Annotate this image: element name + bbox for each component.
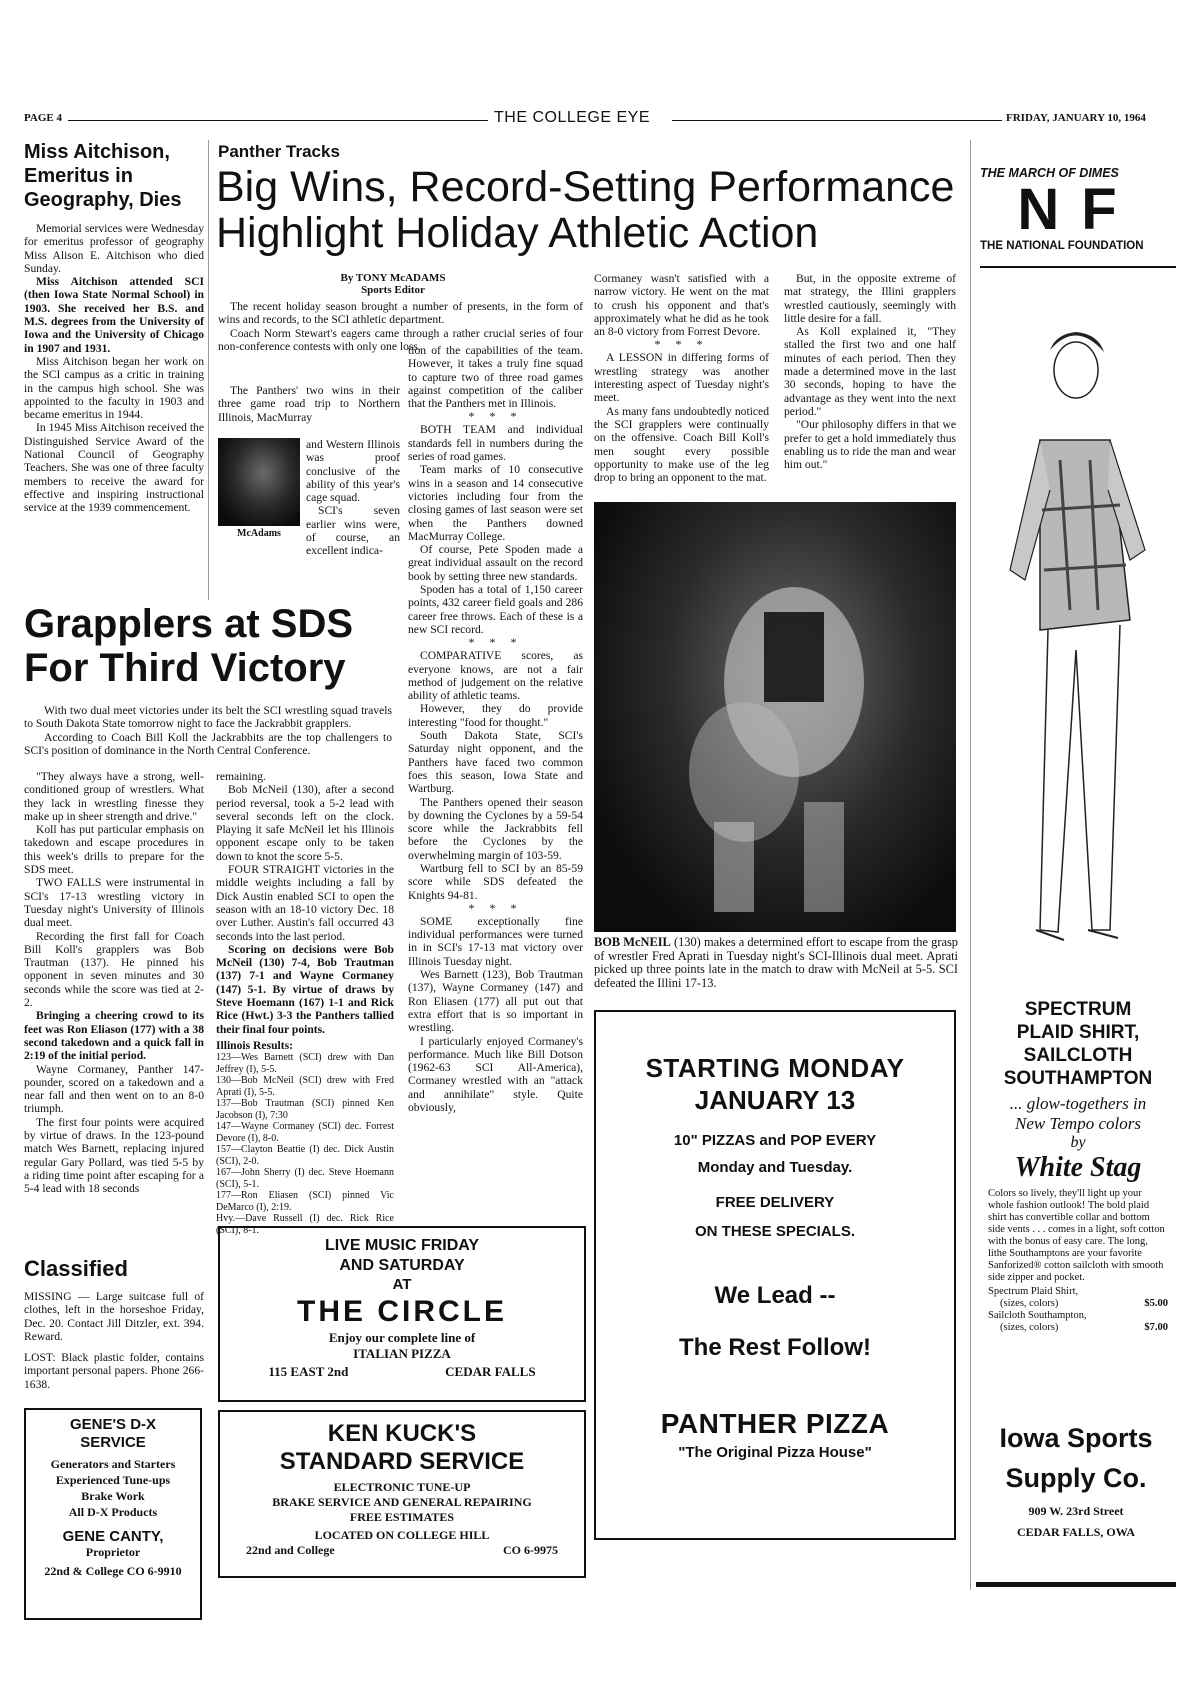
ad-genes-line: Experienced Tune-ups (55, 1473, 171, 1487)
ad-kuck-name: KEN KUCK'S (327, 1420, 477, 1447)
ad-iowa-name: Supply Co. (1005, 1463, 1147, 1493)
result-row: 167—John Sherry (I) dec. Steve Hoemann (SCI), 5-1. (216, 1167, 394, 1190)
ad-panther-pizza (594, 1010, 956, 1540)
column-paragraph: However, they do provide interesting "food for thought." (408, 702, 583, 729)
ad-stag-price: $5.00 (1144, 1298, 1168, 1309)
results-title: Illinois Results: (216, 1038, 293, 1052)
ad-circle-line: AND SATURDAY (339, 1257, 465, 1274)
obituary-body (24, 222, 204, 515)
ad-stag-by: by (1070, 1134, 1086, 1151)
ad-genes-line: Generators and Starters (50, 1457, 176, 1471)
column-paragraph: But, in the opposite extreme of mat strategy, the Illini grapplers wrestled cautiously, seemingly with little desire for a fall. (784, 272, 956, 325)
ad-iowa-sports (976, 1418, 1176, 1540)
ad-pizza-line: 10" PIZZAS and POP EVERY (673, 1132, 877, 1149)
obituary-headline-line: Geography, Dies (24, 189, 182, 211)
photo-caption-name: BOB McNEIL (594, 935, 671, 949)
column-headline-line: Big Wins, Record-Setting Performance (216, 163, 955, 211)
ad-circle-pizza: ITALIAN PIZZA (353, 1346, 451, 1361)
column-paragraph: Wartburg fell to SCI by an 85-59 score while SDS defeated the Knights 94-81. (408, 861, 583, 902)
ad-iowa-rule (976, 1582, 1176, 1587)
column-paragraph: The Panthers opened their season by downing the Cyclones by a 59-54 score while the Jackrabbits fell before the Cyclones by the overwhelming margin of 103-59. (408, 795, 583, 862)
ad-ken-kucks (218, 1410, 586, 1578)
column-paragraph: I particularly enjoyed Cormaney's performance. Much like Bill Dotson (1962-63 SCI All-America), Cormaney wrestled with an "attack and annihilate" style. Quite obviously, (408, 1034, 583, 1115)
ad-genes-title: GENE'S D-X (69, 1416, 157, 1433)
grapplers-paragraph: Scoring on decisions were Bob McNeil (130) 7-4, Bob Trautman (137) 7-1 and Wayne Cormaney (147) 5-1. By virtue of draws by Steve Hoemann (167) 1-1 and Rick Rice (Hwt.) 3-3 the Panthers tallied their final four points. (216, 942, 394, 1036)
ad-stag-item-sub: (sizes, colors) (1000, 1322, 1059, 1333)
column-col1-wrap (306, 438, 400, 558)
ad-genes-address: 22nd & College CO 6-9910 (44, 1564, 182, 1578)
grapplers-col1 (24, 770, 204, 1196)
ad-genes-services (26, 1456, 200, 1520)
column-col1 (218, 384, 400, 424)
obituary-paragraph: In 1945 Miss Aitchison received the Distinguished Service Award of the National Council of Geography Teachers. She was one of three faculty members to receive the award for effective and inspiring instructional service at the 1939 commencement. (24, 421, 204, 515)
column-headline (216, 164, 966, 256)
ad-genes-owner: GENE CANTY, (62, 1528, 164, 1545)
grapplers-paragraph: remaining. (216, 770, 266, 783)
masthead (24, 109, 1176, 128)
section-stars: * * * (654, 337, 709, 352)
photo-caption-text: (130) makes a determined effort to escape from the grasp of wrestler Fred Aprati in Tuesday night's SCI-Illinois dual meet. Aprati picked up three points late in the match to draw with McNeil at 5-5. SCI defeated the Illini 17-13. (594, 935, 958, 990)
mugshot (218, 438, 300, 539)
issue-date: FRIDAY, JANUARY 10, 1964 (1006, 112, 1146, 124)
grapplers-paragraph: Koll has put particular emphasis on takedown and escape procedures in this week's drills to prepare for the SDS meet. (24, 823, 204, 877)
ad-genes-line: Brake Work (81, 1489, 145, 1503)
ad-iowa-address: 909 W. 23rd Street (1028, 1504, 1124, 1518)
column-paragraph: Wes Barnett (123), Bob Trautman (137), Wayne Cormaney (147) and Ron Eliasen (177) all put out that extra effort that is so important in wrestling. (408, 968, 583, 1035)
grapplers-paragraph: Bringing a cheering crowd to its feet was Ron Eliason (177) with a 38 second takedown and a quick fall in 2:19 of the initial period. (24, 1009, 204, 1063)
ad-stag-headline: PLAID SHIRT, (1016, 1022, 1140, 1043)
obituary-article (24, 140, 204, 515)
grapplers-paragraph: With two dual meet victories under its belt the SCI wrestling squad travels to South Dakota State tomorrow night to face the Jackrabbit grapplers. (24, 704, 392, 731)
column-col2 (408, 344, 583, 1114)
column-paragraph: Team marks of 10 consecutive wins in a season and 14 consecutive victories including four from the closing games of last season were set when the Panthers downed MacMurray College. (408, 463, 583, 543)
section-stars: * * * (468, 635, 523, 650)
ad-white-stag (980, 998, 1176, 1334)
ad-stag-item: Spectrum Plaid Shirt, (988, 1286, 1079, 1297)
grapplers-paragraph: According to Coach Bill Koll the Jackrabbits are the top challengers to SCI's position of dominance in the North Central Conference. (24, 730, 392, 757)
ad-stag-item-sub: (sizes, colors) (1000, 1298, 1059, 1309)
ad-stag-headline: SPECTRUM (1024, 999, 1132, 1020)
column-paragraph: South Dakota State, SCI's Saturday night opponent, and the Panthers have faced two common foes this season, Iowa State and Wartburg. (408, 729, 583, 796)
ad-pizza-slogan: The Rest Follow! (679, 1334, 871, 1361)
grapplers-headline-line: Grapplers at SDS (24, 602, 354, 646)
result-row: 130—Bob McNeil (SCI) drew with Fred Aprati (I), 5-5. (216, 1075, 394, 1098)
ad-kuck-line: FREE ESTIMATES (349, 1510, 455, 1524)
grapplers-paragraph: Bob McNeil (130), after a second period reversal, took a 5-2 lead with several seconds left on the clock. Playing it safe McNeil let his Illinois opponent escape only to be taken down to knot the score 5-5. (216, 783, 394, 863)
ad-march-of-dimes (980, 166, 1176, 252)
result-row: Hvy.—Dave Russell (I) dec. Rick Rice (SCI), 8-1. (216, 1213, 394, 1236)
ad-circle-address: 115 EAST 2nd (268, 1364, 349, 1379)
ad-circle-line: LIVE MUSIC FRIDAY (324, 1237, 480, 1254)
column-paragraph: COMPARATIVE scores, as everyone knows, are not a fair method of judgement on the relative ability of athletic teams. (408, 649, 583, 703)
column-paragraph: The recent holiday season brought a number of presents, in the form of wins and records, to the SCI athletic department. (218, 300, 583, 327)
ad-pizza-line: STARTING MONDAY (645, 1053, 905, 1083)
column-paragraph: Cormaney wasn't satisfied with a narrow victory. He went on the mat to crush his opponent and that's approximately what he did as he took an 8-0 victory from Forrest Devore. (594, 272, 769, 339)
ad-pizza-line: JANUARY 13 (694, 1085, 856, 1115)
ad-stag-prices (980, 1286, 1176, 1334)
column-paragraph: A LESSON in differing forms of wrestling strategy was another interesting aspect of Tuesday night's meet. (594, 351, 769, 405)
ad-genes-dx (24, 1408, 202, 1620)
column-headline-line: Highlight Holiday Athletic Action (216, 209, 819, 257)
column-divider (970, 140, 971, 1590)
ad-kuck-line: LOCATED ON COLLEGE HILL (314, 1528, 490, 1542)
photo-caption (594, 936, 958, 990)
ad-kuck-line: BRAKE SERVICE AND GENERAL REPAIRING (272, 1495, 532, 1509)
ad-circle-footer (220, 1364, 584, 1380)
obituary-headline-line: Emeritus in (24, 165, 133, 187)
result-row: 123—Wes Barnett (SCI) drew with Dan Jeffrey (I), 5-5. (216, 1052, 394, 1075)
ad-genes-line: All D-X Products (68, 1505, 158, 1519)
column-paragraph: tion of the capabilities of the team. However, it takes a truly fine squad to capture two of three road games against competition of the caliber that the Panthers met in Illinois. (408, 344, 583, 411)
ad-the-circle (218, 1226, 586, 1402)
obituary-headline (24, 140, 204, 212)
column-paragraph: Coach Norm Stewart's eagers came through a rather crucial series of four non-conference contests with only one loss. (218, 326, 583, 353)
obituary-headline-line: Miss Aitchison, (24, 141, 170, 163)
ad-stag-item-row (988, 1322, 1168, 1334)
ad-kuck-address: 22nd and College (246, 1543, 335, 1557)
ad-kuck-name: STANDARD SERVICE (279, 1448, 525, 1475)
column-paragraph: SCI's seven earlier wins were, of course, an excellent indica- (306, 504, 400, 558)
ad-circle-name: THE CIRCLE (297, 1295, 507, 1328)
ad-stag-price: $7.00 (1144, 1322, 1168, 1333)
column-kicker: Panther Tracks (218, 142, 340, 161)
section-stars: * * * (468, 409, 523, 424)
column-paragraph: Of course, Pete Spoden made a great individual assault on the record book by setting three new standards. (408, 543, 583, 583)
ad-pizza-tagline: "The Original Pizza House" (678, 1444, 872, 1461)
page-number: PAGE 4 (24, 112, 62, 124)
grapplers-col2 (216, 770, 394, 1236)
ad-stag-item: Sailcloth Southampton, (988, 1310, 1087, 1321)
ad-stag-item-row (988, 1298, 1168, 1310)
ad-pizza-line: FREE DELIVERY (715, 1194, 835, 1211)
byline-title: Sports Editor (361, 284, 425, 296)
ad-dimes-bottom: THE NATIONAL FOUNDATION (980, 240, 1144, 252)
white-stag-logo: White Stag (1014, 1152, 1142, 1183)
grapplers-paragraph: Wayne Cormaney, Panther 147-pounder, scored on a takedown and a near fall and then went on to an 8-0 triumph. (24, 1062, 204, 1116)
ad-kuck-footer (220, 1543, 584, 1558)
result-row: 137—Bob Trautman (SCI) pinned Ken Jacobson (I), 7:30 (216, 1098, 394, 1121)
obituary-paragraph: Miss Aitchison attended SCI (then Iowa State Normal School) in 1903. She received her B.S. and M.S. degrees from the University of Iowa and the University of Chicago in 1907 and 1931. (24, 275, 204, 355)
wrestlers-silhouette (594, 502, 956, 932)
woman-figure-icon (980, 290, 1176, 990)
grapplers-paragraph: TWO FALLS were instrumental in SCI's 17-13 wrestling victory in Tuesday night's University of Illinois dual meet. (24, 876, 204, 930)
column-paragraph: The Panthers' two wins in their three game road trip to Northern Illinois, MacMurray (218, 384, 400, 424)
grapplers-paragraph: Recording the first fall for Coach Bill Koll's grapplers was Bob Trautman (137). He pinned his opponent in seven minutes and 30 seconds while the score was tied at 2-2. (24, 929, 204, 1010)
ad-stag-headline: SAILCLOTH (1023, 1045, 1133, 1066)
column-col4 (784, 272, 956, 471)
paper-name: THE COLLEGE EYE (494, 109, 650, 126)
ad-circle-enjoy: Enjoy our complete line of (328, 1330, 476, 1345)
ad-dimes-top: THE MARCH OF DIMES (980, 166, 1119, 180)
ad-pizza-line: ON THESE SPECIALS. (694, 1223, 856, 1240)
result-row: 157—Clayton Beattie (I) dec. Dick Austin (SCI), 2-0. (216, 1144, 394, 1167)
ad-stag-body: Colors so lively, they'll light up your whole fashion outlook! The bold plaid shirt has convertible collar and bottom side vents . . . comes in a light, soft cotton with the bonus of easy care. The long, lithe Southamptons are your favorite Sanforized® cotton sailcloth with smooth side zipper and pocket. (988, 1188, 1165, 1283)
result-row: 177—Ron Eliasen (SCI) pinned Vic DeMarco (I), 2:19. (216, 1190, 394, 1213)
ad-stag-headline: SOUTHAMPTON (1003, 1068, 1153, 1089)
section-stars: * * * (468, 900, 523, 915)
grapplers-paragraph: "They always have a strong, well-conditioned group of wrestlers. What they lack in wrestling finesse they make up in sheer strength and drive." (24, 770, 204, 823)
column-col3 (594, 272, 769, 484)
column-divider (208, 140, 209, 600)
masthead-rule-right (672, 120, 1002, 121)
mugshot-caption: McAdams (237, 528, 281, 539)
column-paragraph: Spoden has a total of 1,150 career points, 432 career field goals and 286 career free throws. Each of these is a new SCI record. (408, 583, 583, 636)
ad-iowa-city: CEDAR FALLS, OWA (1016, 1525, 1136, 1539)
wrestling-photo (594, 502, 956, 932)
ad-genes-role: Proprietor (85, 1545, 141, 1559)
grapplers-lead (24, 704, 392, 757)
ad-pizza-line: Monday and Tuesday. (697, 1159, 853, 1176)
classified-title: Classified (24, 1256, 128, 1281)
obituary-paragraph: Memorial services were Wednesday for emeritus professor of geography Miss Alison E. Aitchison who died Sunday. (24, 222, 204, 275)
masthead-rule-left (68, 120, 488, 121)
ad-kuck-phone: CO 6-9975 (503, 1543, 558, 1557)
classified-item: LOST: Black plastic folder, contains important personal papers. Phone 266-1638. (24, 1351, 204, 1391)
result-row: 147—Wayne Cormaney (SCI) dec. Forrest Devore (I), 8-0. (216, 1121, 394, 1144)
byline (218, 272, 568, 296)
ad-circle-at: AT (392, 1276, 412, 1293)
ad-kuck-line: ELECTRONIC TUNE-UP (333, 1480, 471, 1494)
grapplers-paragraph: The first four points were acquired by virtue of draws. In the 123-pound match Wes Barnett, replacing injured regular Gary Pollard, was tied 5-5 by a riding time point after escaping for a 5-4 lead with 18 seconds (24, 1115, 204, 1196)
byline-name: By TONY McADAMS (340, 272, 446, 284)
classified-item: MISSING — Large suitcase full of clothes, left in the horseshoe Friday, Dec. 20. Contact Jill Ditzler, ext. 394. Reward. (24, 1290, 204, 1343)
ad-stag-script: New Tempo colors (1015, 1114, 1141, 1133)
obituary-paragraph: Miss Aitchison began her work on the SCI campus as a critic in training in the campus high school. She was appointed to the faculty in 1903 and became emeritus in 1944. (24, 354, 204, 422)
grapplers-paragraph: FOUR STRAIGHT victories in the middle weights including a fall by Dick Austin enabled SCI to open the season with an 18-10 victory Dec. 18 over Luther. Austin's fall occurred 43 seconds into the last period. (216, 863, 394, 943)
ad-pizza-name: PANTHER PIZZA (660, 1408, 890, 1439)
column-paragraph: and Western Illinois was proof conclusive of the ability of this year's cage squad. (306, 438, 400, 505)
ad-genes-title: SERVICE (80, 1434, 146, 1451)
ad-iowa-name: Iowa Sports (999, 1423, 1153, 1453)
column-paragraph: "Our philosophy differs in that we prefer to get a hold immediately thus enabling us to ride the man and wear him out." (784, 418, 956, 472)
column-paragraph: As Koll explained it, "They stalled the first two and one half minutes of each period. Then they made a determined move in the last 30 seconds, hoping to have the advantage as they went into the next period." (784, 325, 956, 418)
classified-section (24, 1256, 204, 1391)
ad-pizza-slogan: We Lead -- (714, 1282, 836, 1309)
grapplers-headline (24, 602, 394, 690)
ad-kuck-services (220, 1480, 584, 1543)
ad-circle-city: CEDAR FALLS (445, 1364, 536, 1379)
grapplers-headline-line: For Third Victory (24, 646, 346, 690)
nf-logo-icon: NF (1017, 177, 1139, 242)
column-paragraph: BOTH TEAM and individual standards fell in numbers during the series of road games. (408, 423, 583, 464)
results-list (216, 1052, 394, 1236)
column-paragraph: As many fans undoubtedly noticed the SCI grapplers were continually on the offensive. Coach Bill Koll's men sought every possible opportunity to make use of the leg drop to bring an opponent to the mat. (594, 404, 769, 485)
mugshot-photo (218, 438, 300, 526)
ad-stag-script: ... glow-togethers in (1009, 1094, 1147, 1113)
fashion-illustration (980, 290, 1176, 990)
ad-dimes-rule (980, 266, 1176, 268)
classified-items (24, 1290, 204, 1391)
column-paragraph: SOME exceptionally fine individual performances were turned in in SCI's 17-13 mat victory over Illinois Tuesday night. (408, 914, 583, 968)
